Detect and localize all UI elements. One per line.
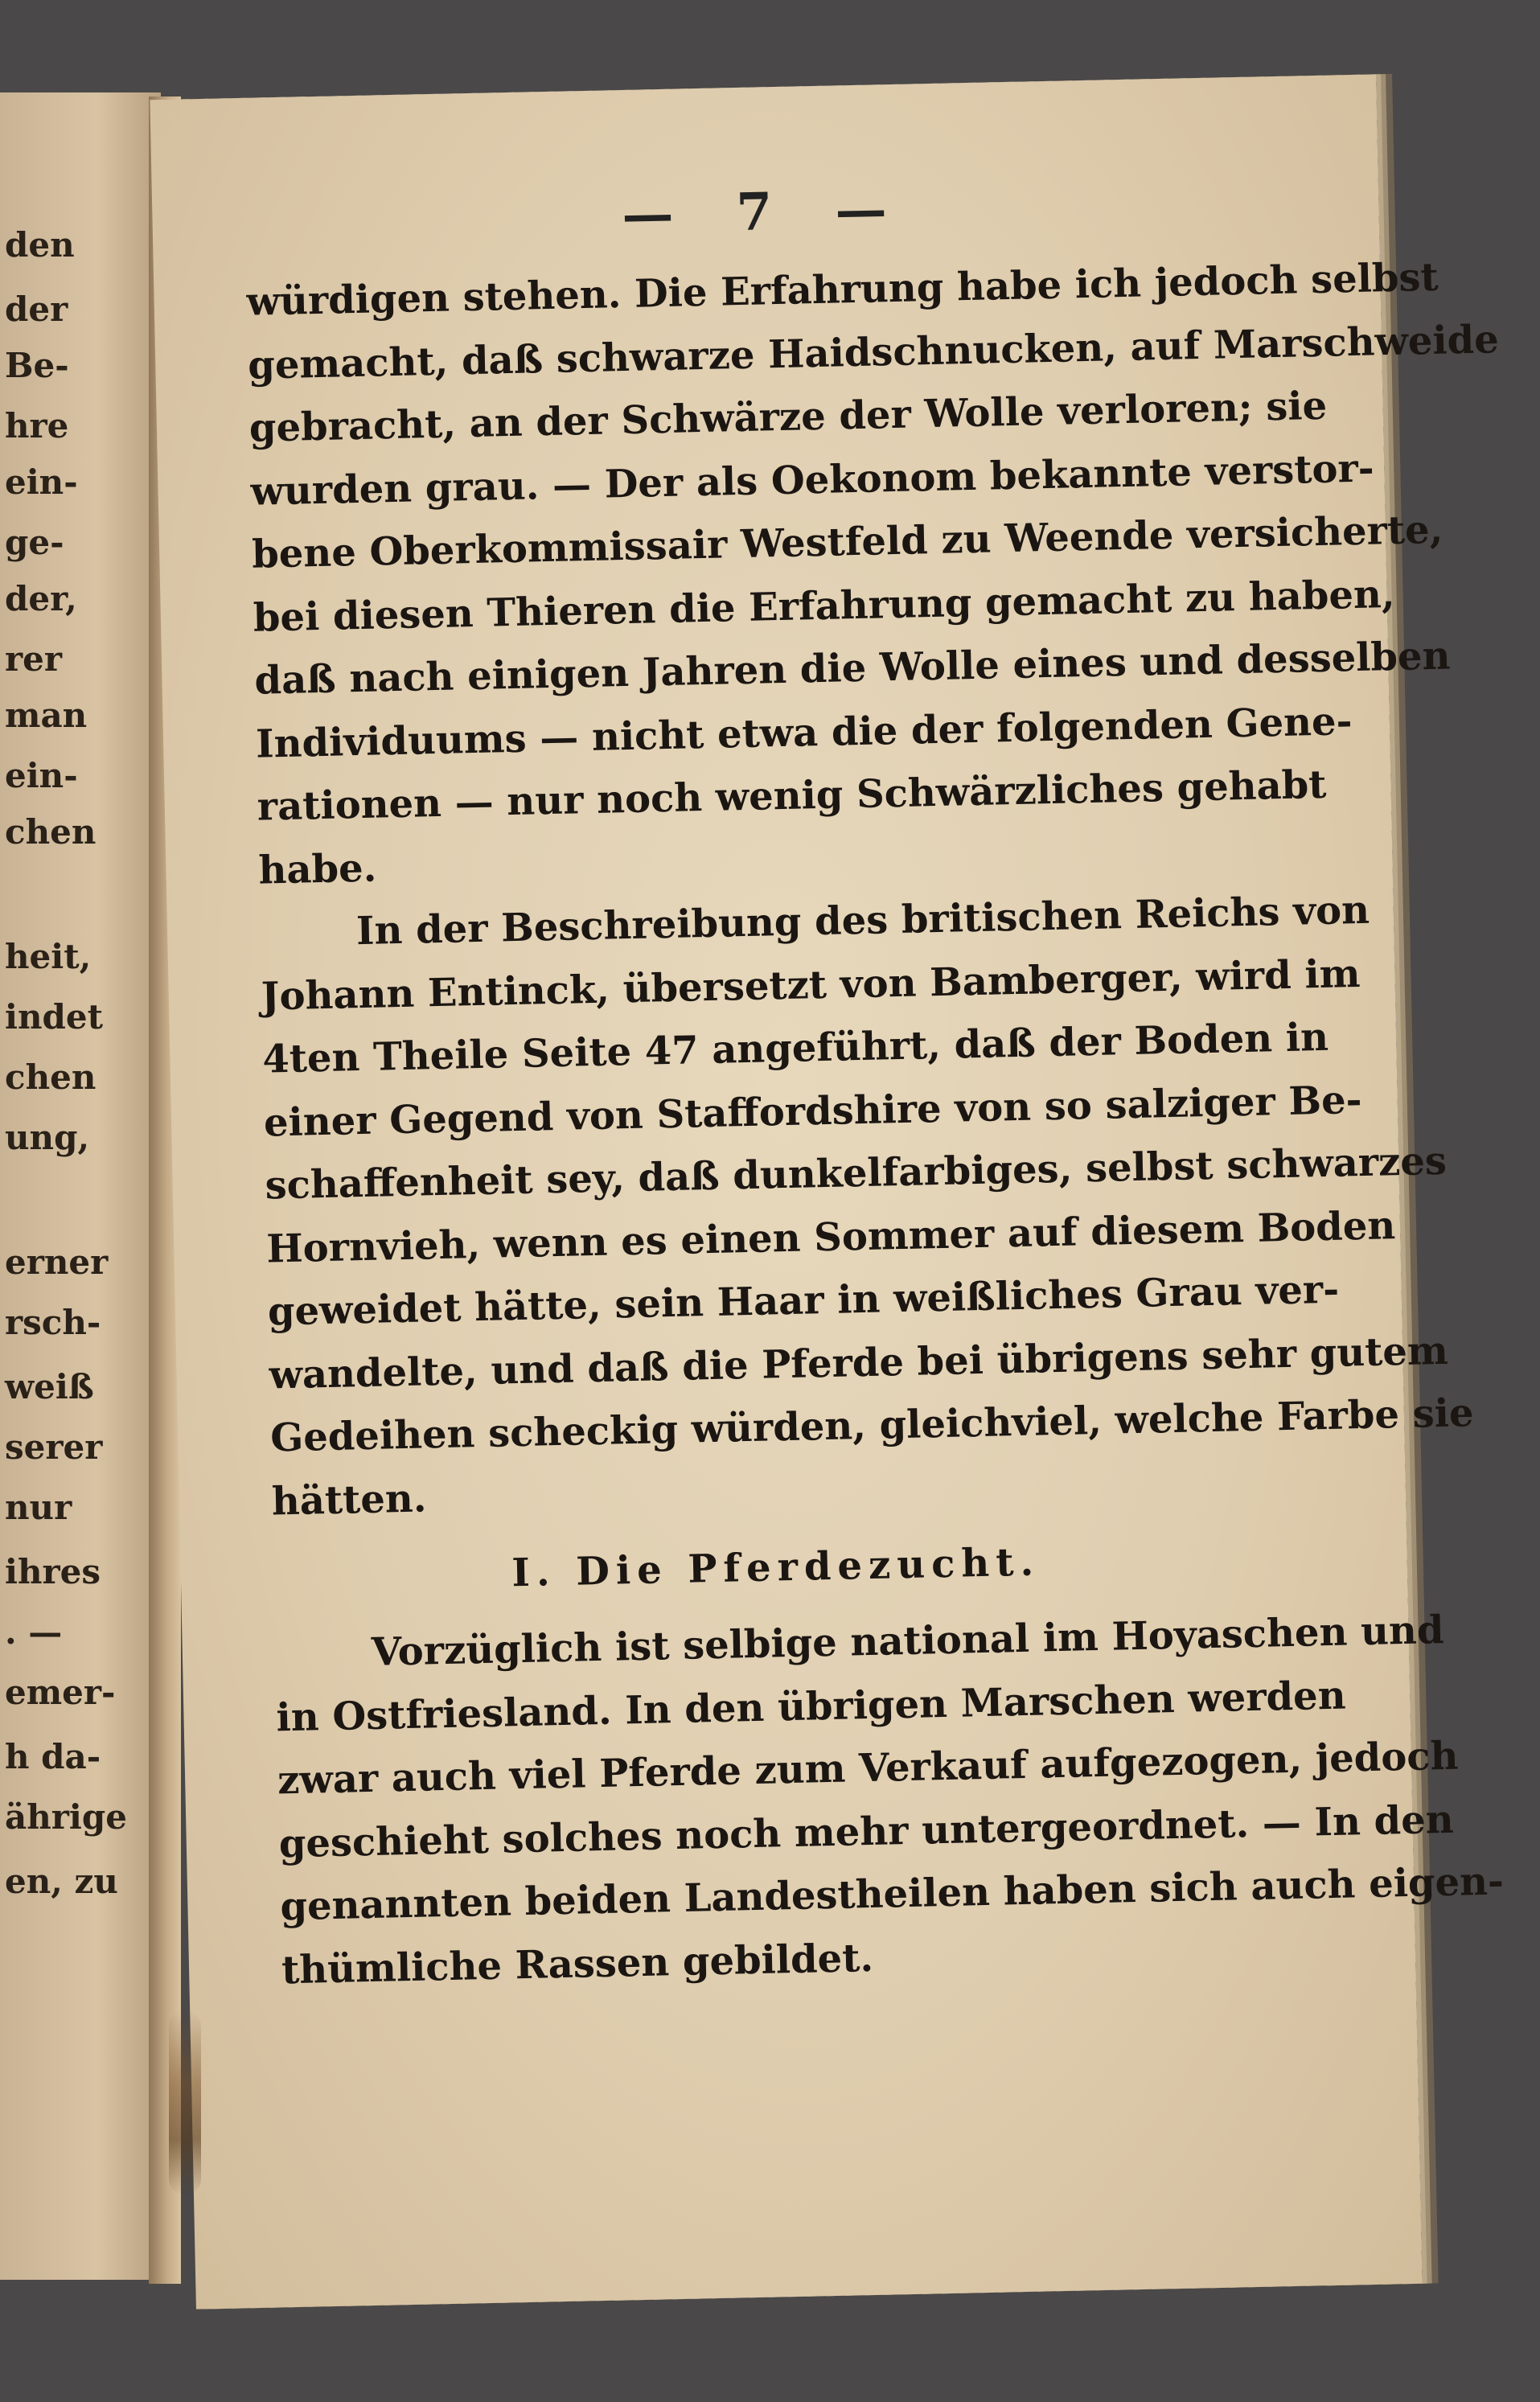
text-line: Johann Entinck, übersetzt von Bamberger, wird im — [261, 951, 1361, 1020]
left-page-fragment: man — [5, 696, 88, 735]
left-page-fragment: rsch- — [5, 1303, 101, 1342]
left-page-fragment: indet — [5, 997, 103, 1037]
text-line: geweidet hätte, sein Haar in weißliches Grau ver- — [267, 1267, 1340, 1335]
text-line: bei diesen Thieren die Erfahrung gemacht zu haben, — [253, 571, 1396, 641]
text-line: Gedeihen scheckig würden, gleichviel, welche Farbe sie — [269, 1390, 1475, 1461]
left-page-fragment: hre — [5, 406, 69, 445]
text-line: Hornvieh, wenn es einen Sommer auf diesem Boden — [265, 1202, 1396, 1272]
paragraph-1 — [246, 250, 1500, 902]
left-page-fragment: chen — [5, 1057, 97, 1097]
left-page-fragment: ein- — [5, 756, 78, 795]
page-stain — [169, 2010, 201, 2195]
text-line: einer Gegend von Staffordshire von so salziger Be- — [263, 1077, 1363, 1146]
text-line: daß nach einigen Jahren die Wolle eines und desselben — [253, 633, 1451, 704]
text-line: gebracht, an der Schwärze der Wolle verloren; sie — [248, 383, 1328, 451]
left-page-fragment: den — [5, 225, 75, 265]
paragraph-2 — [259, 881, 1475, 1533]
text-line: 4ten Theile Seite 47 angeführt, daß der Boden in — [261, 1014, 1329, 1082]
left-page-fragment: heit, — [5, 937, 92, 976]
text-line: wandelte, und daß die Pferde bei übrigens sehr gutem — [269, 1328, 1449, 1398]
left-page-fragment: chen — [5, 812, 97, 852]
text-line: schaffenheit sey, daß dunkelfarbiges, selbst schwarzes — [265, 1138, 1448, 1209]
left-page-fragment: h da- — [5, 1737, 101, 1776]
left-page-fragment: ein- — [5, 462, 78, 502]
text-line: zwar auch viel Pferde zum Verkauf aufgezogen, jedoch — [277, 1733, 1459, 1804]
text-line: in Ostfriesland. In den übrigen Marschen werden — [275, 1673, 1347, 1740]
text-line: Vorzüglich ist selbige national im Hoyaschen und — [371, 1607, 1445, 1675]
left-page-fragment: ung, — [5, 1118, 90, 1157]
left-page-fragment: nur — [5, 1488, 72, 1527]
page-number: — 7 — — [621, 179, 910, 245]
text-line: rationen — nur noch wenig Schwärzliches gehabt — [257, 762, 1327, 830]
left-page-fragment: . — — [5, 1612, 63, 1652]
text-line: hätten. — [271, 1475, 427, 1524]
text-line: Individuums — nicht etwa die der folgenden Gene- — [255, 698, 1353, 767]
left-page-fragment: weiß — [5, 1367, 94, 1406]
text-line: habe. — [257, 845, 377, 893]
text-line: wurden grau. — Der als Oekonom bekannte verstor- — [250, 445, 1375, 515]
left-page-fragment: emer- — [5, 1673, 116, 1712]
text-line: genannten beiden Landestheilen haben sich auch eigen- — [279, 1858, 1505, 1930]
left-page-edge — [0, 92, 161, 2280]
left-page-fragment: rer — [5, 639, 62, 679]
text-line: thümliche Rassen gebildet. — [281, 1935, 874, 1993]
book-page — [150, 74, 1505, 2309]
section-heading: I. Die Pferdezucht. — [511, 1539, 1041, 1596]
left-page-fragment: serer — [5, 1427, 103, 1467]
page-text — [246, 250, 1505, 2002]
paragraph-3 — [274, 1602, 1505, 2002]
left-page-fragment: Be- — [5, 346, 69, 385]
left-page-fragment: ge- — [5, 523, 64, 562]
left-page-fragment: der — [5, 289, 68, 329]
left-page-fragment: ihres — [5, 1552, 101, 1591]
left-page-fragment: en, zu — [5, 1862, 118, 1901]
text-line: würdigen stehen. Die Erfahrung habe ich jedoch selbst — [246, 254, 1439, 325]
text-line: gemacht, daß schwarze Haidschnucken, auf Marschweide — [247, 316, 1500, 388]
left-page-fragment: erner — [5, 1242, 109, 1282]
text-line: geschieht solches noch mehr untergeordnet. — In den — [278, 1796, 1455, 1866]
left-page-fragment: der, — [5, 579, 77, 618]
text-line: In der Beschreibung des britischen Reichs von — [355, 887, 1370, 955]
text-line: bene Oberkommissair Westfeld zu Weende versicherte, — [251, 507, 1443, 577]
left-page-fragment: ährige — [5, 1797, 127, 1837]
